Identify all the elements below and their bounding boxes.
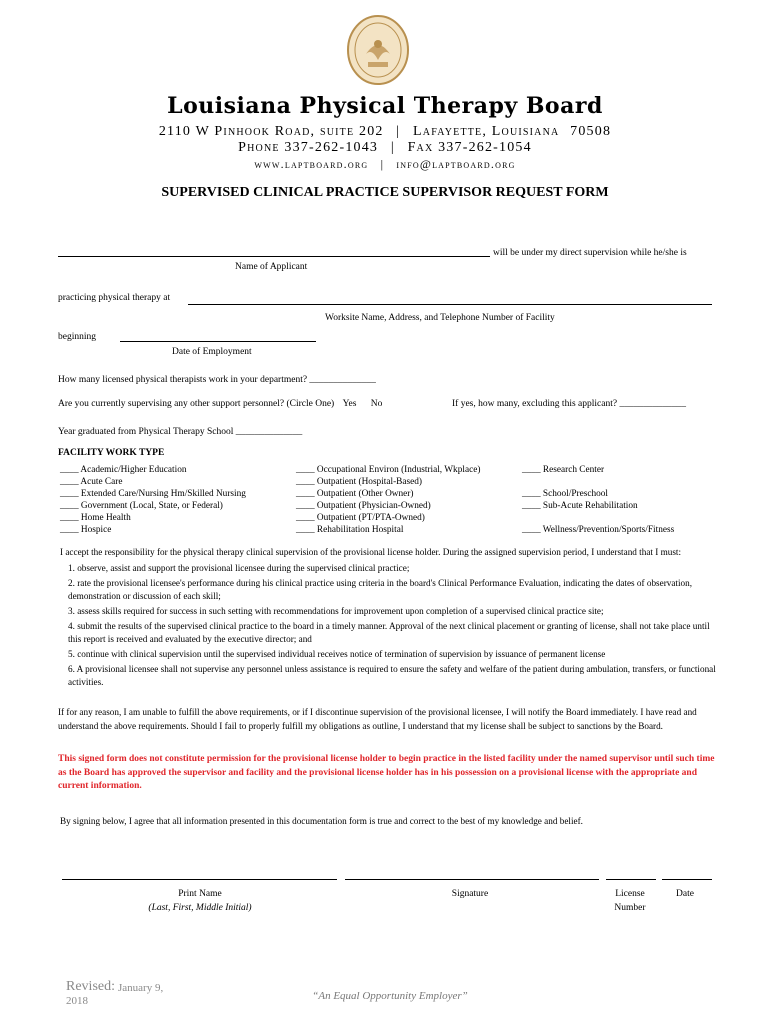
facility-option[interactable]: ____ Rehabilitation Hospital xyxy=(296,525,404,535)
website-link[interactable]: www.laptboard.org xyxy=(254,157,369,171)
supervising-question-text: Are you currently supervising any other support personnel? (Circle One) xyxy=(58,399,335,409)
license-number-field[interactable] xyxy=(606,879,656,880)
responsibility-intro: I accept the responsibility for the physical therapy clinical supervision of the provisional license holder. During the assigned supervision period, I understand that I must: xyxy=(60,547,682,557)
facility-option[interactable]: ____ Home Health xyxy=(60,513,131,523)
if-yes-question: If yes, how many, excluding this applicant? ______________ xyxy=(452,399,686,409)
practicing-at-text: practicing physical therapy at xyxy=(58,293,171,303)
date-field[interactable] xyxy=(662,879,712,880)
warning-paragraph: This signed form does not constitute permission for the provisional license holder to begin practice in the listed facility under the named supervisor until such time as the Board has approved the supervisor and facility and the provisional license holder has in his possession on a provisional license with the appropriate and current information. xyxy=(58,754,715,791)
facility-option[interactable]: ____ Outpatient (Other Owner) xyxy=(296,489,414,499)
form-title: SUPERVISED CLINICAL PRACTICE SUPERVISOR REQUEST FORM xyxy=(161,185,609,200)
facility-option[interactable]: ____ Outpatient (Hospital-Based) xyxy=(296,477,422,487)
address-line xyxy=(0,124,770,140)
print-name-caption: Print Name xyxy=(178,889,222,899)
board-name: Louisiana Physical Therapy Board xyxy=(167,93,603,119)
signature-caption: Signature xyxy=(451,889,489,899)
applicant-name-field[interactable] xyxy=(58,256,490,257)
facility-option[interactable]: ____ Sub-Acute Rehabilitation xyxy=(522,501,638,511)
louisiana-seal-icon xyxy=(346,14,410,86)
street-address: 2110 W Pinhook Road, suite 202 xyxy=(158,124,384,139)
phone: 337-262-1043 xyxy=(284,140,379,155)
list-item: 5. continue with clinical supervision until the supervised individual receives notice of termination of supervision by issuance of permanent license xyxy=(68,648,606,659)
fax: 337-262-1054 xyxy=(438,140,532,155)
city: Lafayette, Louisiana xyxy=(413,124,560,139)
facility-option[interactable]: ____ Outpatient (Physician-Owned) xyxy=(296,501,431,511)
date-caption: Date xyxy=(676,889,694,899)
facility-option[interactable]: ____ Academic/Higher Education xyxy=(60,465,187,475)
facility-option[interactable]: ____ Hospice xyxy=(60,525,112,535)
separator: | xyxy=(390,140,395,155)
fax-label: Fax xyxy=(407,140,434,155)
phone-label: Phone xyxy=(238,140,280,155)
facility-option[interactable]: ____ Occupational Environ (Industrial, Wkplace) xyxy=(296,465,481,475)
separator: | xyxy=(396,124,401,139)
if-unable-paragraph: If for any reason, I am unable to fulfill the above requirements, or if I discontinue supervision of the provisional licensee, I will notify the Board immediately. I have read and understand the above requirements. Should I fail to properly fulfill my obligations as outline, I understand that my license shall be subject to sanctions by the Board. xyxy=(58,707,697,731)
will-be-under-text: will be under my direct supervision while he/she is xyxy=(493,248,687,258)
revised-label: Revised: xyxy=(66,979,115,994)
certification-statement: By signing below, I agree that all information presented in this documentation form is true and correct to the best of my knowledge and belief. xyxy=(60,816,583,826)
facility-col-3 xyxy=(522,464,674,536)
employment-date-caption: Date of Employment xyxy=(172,347,252,357)
applicant-name-caption: Name of Applicant xyxy=(235,262,308,272)
responsibility-list xyxy=(68,562,718,691)
worksite-caption: Worksite Name, Address, and Telephone Number of Facility xyxy=(325,313,555,323)
how-many-pts-question: How many licensed physical therapists work in your department? ______________ xyxy=(58,375,376,385)
facility-option[interactable]: ____ Extended Care/Nursing Hm/Skilled Nursing xyxy=(60,489,246,499)
facility-option[interactable]: ____ Research Center xyxy=(522,465,605,475)
no-option[interactable]: No xyxy=(370,399,383,409)
yes-option[interactable]: Yes xyxy=(342,399,357,409)
phone-line xyxy=(0,140,770,156)
facility-option[interactable]: ____ School/Preschool xyxy=(522,489,608,499)
zip: 70508 xyxy=(570,124,612,139)
revised-year: 2018 xyxy=(66,995,88,1007)
list-item: 6. A provisional licensee shall not supervise any personnel unless assistance is required to ensure the safety and welfare of the patient during ambulation, transfers, or functional activities. xyxy=(68,664,716,687)
license-caption: License xyxy=(615,889,645,899)
equal-opportunity-text: “An Equal Opportunity Employer” xyxy=(312,990,468,1002)
print-name-field[interactable] xyxy=(62,879,337,880)
signature-field[interactable] xyxy=(345,879,599,880)
facility-option[interactable]: ____ Acute Care xyxy=(60,477,123,487)
print-name-subcaption: (Last, First, Middle Initial) xyxy=(148,903,252,913)
list-item: 2. rate the provisional licensee's performance during his clinical practice using criteria in the board's Clinical Performance Evaluation, indicating the dates of observation, demonstration or discussion of each skill; xyxy=(68,578,693,601)
email-link[interactable]: info@laptboard.org xyxy=(396,157,516,171)
license-subcaption: Number xyxy=(614,903,646,913)
separator: | xyxy=(380,157,385,171)
supervising-question xyxy=(58,399,382,409)
list-item: 4. submit the results of the supervised clinical practice to the board in a timely manner. Approval of the next clinical placement or granting of license, shall not take place until this report is received and evaluated by the executive director; and xyxy=(68,621,710,644)
facility-col-1 xyxy=(60,464,246,536)
revised-date: January 9, xyxy=(118,982,164,994)
list-item: 3. assess skills required for success in such setting with recommendations for improvement upon completion of a supervised clinical practice site; xyxy=(68,605,604,616)
list-item: 1. observe, assist and support the provisional licensee during the supervised clinical practice; xyxy=(68,563,410,573)
facility-option[interactable]: ____ Wellness/Prevention/Sports/Fitness xyxy=(522,525,675,535)
employment-date-field[interactable] xyxy=(120,341,316,342)
facility-option[interactable]: ____ Outpatient (PT/PTA-Owned) xyxy=(296,513,425,523)
beginning-text: beginning xyxy=(58,332,96,342)
facility-heading: FACILITY WORK TYPE xyxy=(58,448,165,458)
worksite-field[interactable] xyxy=(188,304,712,305)
facility-option[interactable]: ____ Government (Local, State, or Federal) xyxy=(60,501,223,511)
web-line xyxy=(0,157,770,172)
facility-col-2 xyxy=(296,464,480,536)
year-graduated-question: Year graduated from Physical Therapy School ______________ xyxy=(58,427,303,437)
